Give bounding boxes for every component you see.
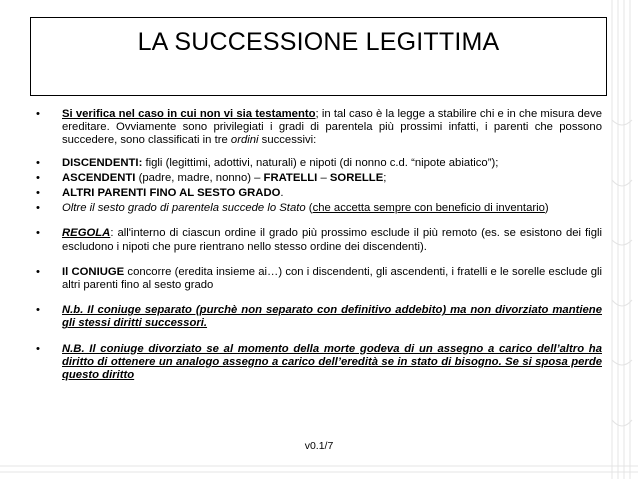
altri-end: . (280, 187, 284, 200)
slide-title: LA SUCCESSIONE LEGITTIMA (137, 28, 500, 56)
list-item-regola (36, 227, 602, 253)
list-item-oltre (36, 202, 602, 215)
coniuge-text: concorre (eredita insieme ai…) con i discendenti, gli ascendenti, i fratelli e le sorelle esclude gli altri parenti fino al sesto grado (62, 265, 602, 292)
bullet-icon: • (36, 342, 40, 355)
list-item-intro (36, 108, 602, 148)
nb1-text: N.b. Il coniuge separato (purchè non separato con definitivo addebito) ma non divorziato mantiene gli stessi diritti successori. (62, 304, 602, 330)
coniuge-label: Il CONIUGE (62, 265, 125, 278)
list-item-altri-parenti (36, 187, 602, 200)
list-item-nb1 (36, 304, 602, 330)
bullet-icon: • (36, 187, 40, 200)
ascendenti-label: ASCENDENTI (62, 171, 136, 184)
sorelle-label: SORELLE (329, 171, 384, 184)
title-box (30, 17, 607, 96)
intro-ordini: ordini (230, 134, 259, 147)
ascendenti-text: (padre, madre, nonno) – (135, 171, 264, 184)
ascendenti-end: ; (383, 171, 387, 184)
oltre-close: ) (544, 202, 549, 215)
oltre-link: che accetta sempre con beneficio di inventario (312, 202, 545, 215)
bullet-icon: • (36, 304, 40, 317)
slide-footer: v0.1/7 (304, 440, 334, 452)
bullet-icon: • (36, 108, 40, 120)
list-item-nb2 (36, 343, 602, 383)
list-item-discendenti (36, 157, 602, 170)
bullet-icon: • (36, 202, 40, 215)
intro-lead: Si verifica nel caso in cui non vi sia testamento (62, 108, 316, 120)
bullet-list (36, 108, 602, 382)
bullet-icon: • (36, 265, 40, 278)
ascendenti-dash: – (317, 171, 330, 184)
regola-label: REGOLA (62, 227, 111, 240)
regola-text: : all'interno di ciascun ordine il grado più prossimo esclude il più remoto (es. se esistono dei figli escludono i nipoti che pure rientrano nello stesso ordine dei discendenti). (62, 227, 602, 253)
list-item-ascendenti (36, 172, 602, 185)
bullet-icon: • (36, 156, 40, 169)
oltre-text: Oltre il sesto grado di parentela succede lo Stato (62, 202, 306, 215)
oltre-open: ( (305, 202, 313, 215)
fratelli-label: FRATELLI (263, 171, 318, 184)
nb2-text: N.B. Il coniuge divorziato se al momento della morte godeva di un assegno a carico dell’altro ha diritto di ottenere un analogo assegno a carico dell’eredità se in stato di bisogno. Se si sposa perde questo diritto (62, 342, 602, 382)
discendenti-label: DISCENDENTI: (62, 156, 143, 169)
discendenti-text: figli (legittimi, adottivi, naturali) e nipoti (di nonno c.d. “nipote abiatico”); (142, 156, 499, 169)
bullet-icon: • (36, 227, 40, 240)
bullet-icon: • (36, 171, 40, 184)
altri-label: ALTRI PARENTI FINO AL SESTO GRADO (62, 187, 281, 200)
intro-tail: successivi: (258, 134, 317, 147)
intro-text: ; in tal caso è la legge a stabilire chi e in che misura deve ereditare. Ovviamente sono privilegiati i gradi di parentela più prossimi infatti, i parenti che possono succedere, sono classificati in tre (62, 108, 603, 147)
list-item-coniuge (36, 266, 602, 292)
